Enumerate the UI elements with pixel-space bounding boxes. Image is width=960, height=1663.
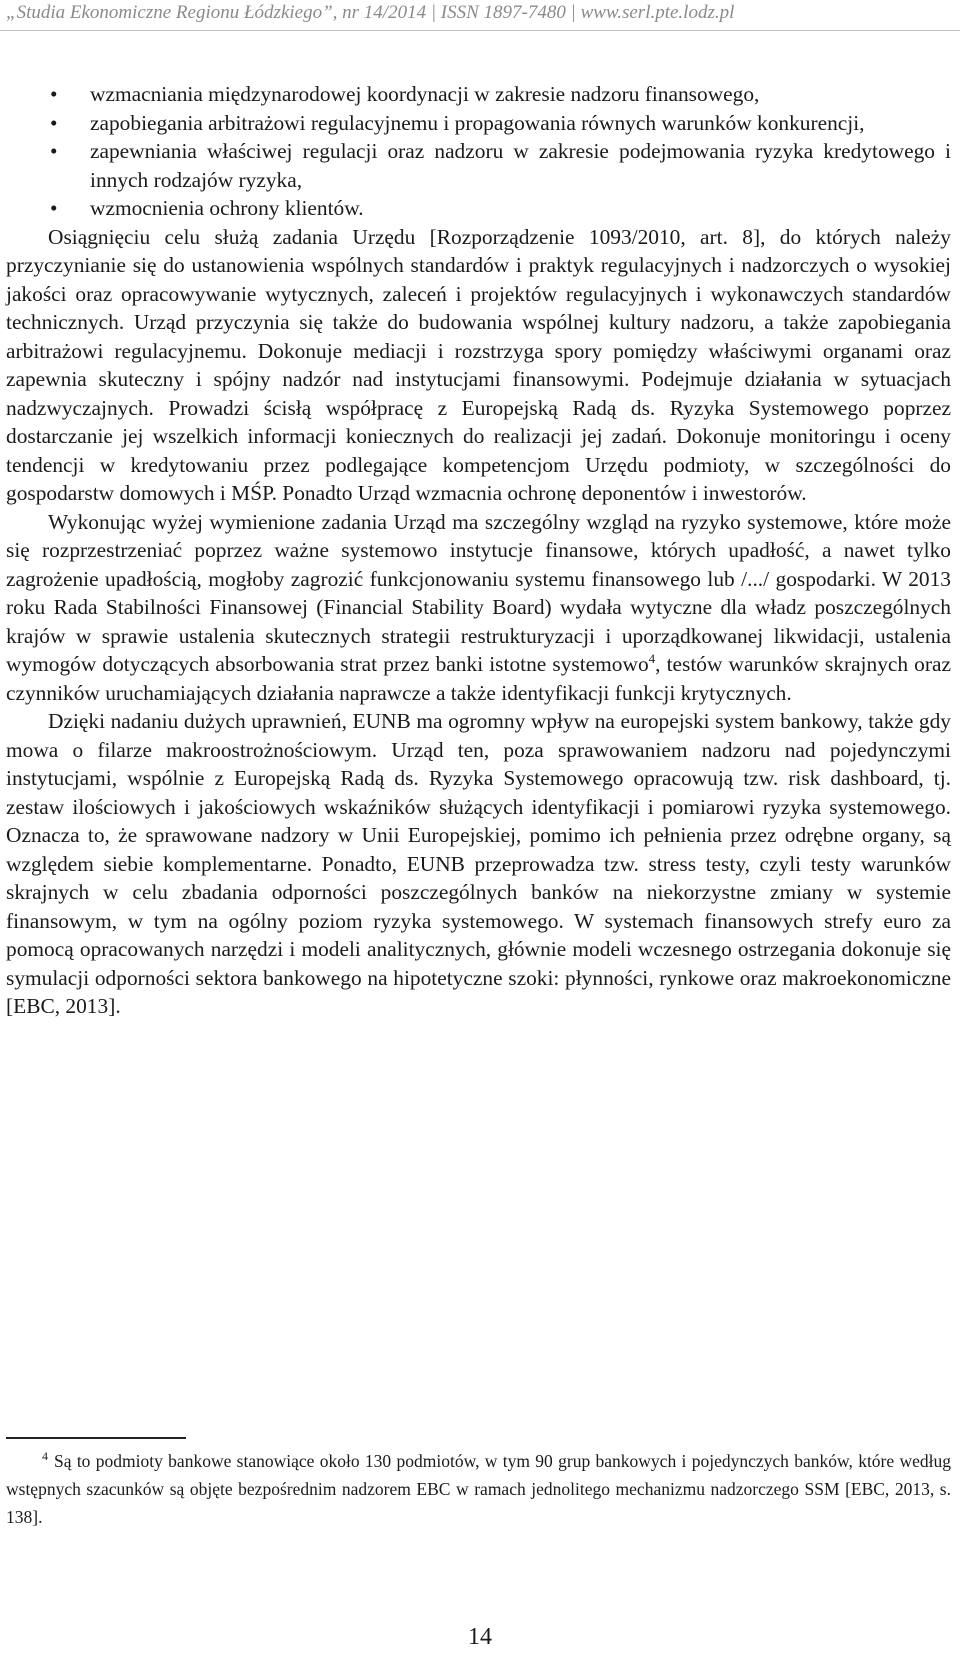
footnote: [6, 1447, 951, 1531]
paragraph-systemic-risk: [6, 508, 951, 708]
footnote-text: Są to podmioty bankowe stanowiące około 130 podmiotów, w tym 90 grup bankowych i pojedynczych banków, które według wstępnych szacunków są objęte bezpośrednim nadzorem EBC w ramach jednolitego mechanizmu nadzorczego SSM [EBC, 2013, s. 138].: [6, 1451, 951, 1527]
list-item-text: zapobiegania arbitrażowi regulacyjnemu i propagowania równych warunków konkurencji,: [90, 110, 865, 135]
paragraph-text: Wykonując wyżej wymienione zadania Urząd ma szczególny wzgląd na ryzyko systemowe, które może się rozprzestrzeniać poprzez ważne systemowo instytucje finansowe, których upadłość, a nawet tylko zagrożenie upadłością, mogłoby zagrozić funkcjonowaniu systemu finansowego lub /.../ gospodarki. W 2013 roku Rada Stabilności Finansowej (Financial Stability Board) wydała wytyczne dla władz poszczególnych krajów w sprawie ustalenia skutecznych strategii restrukturyzacji i uporządkowanej likwidacji, ustalenia wymogów dotyczących absorbowania strat przez banki istotne systemowo: [6, 509, 951, 676]
paragraph-tasks: Osiągnięciu celu służą zadania Urzędu [Rozporządzenie 1093/2010, art. 8], do których należy przyczynianie się do ustanowienia wspólnych standardów i praktyk regulacyjnych i nadzorczych o wysokiej jakości oraz opracowywanie wytycznych, zaleceń i projektów regulacyjnych i wykonawczych standardów technicznych. Urząd przyczynia się także do budowania wspólnej kultury nadzoru, a także zapobiegania arbitrażowi regulacyjnemu. Dokonuje mediacji i rozstrzyga spory pomiędzy właściwymi organami oraz zapewnia skuteczny i spójny nadzór nad instytucjami finansowymi. Podejmuje działania w sytuacjach nadzwyczajnych. Prowadzi ścisłą współpracę z Europejską Radą ds. Ryzyka Systemowego poprzez dostarczanie jej wszelkich informacji koniecznych do realizacji jej zadań. Dokonuje monitoringu i oceny tendencji w kredytowaniu przez podlegające kompetencjom Urzędu podmioty, w szczególności do gospodarstw domowych i MŚP. Ponadto Urząd wzmacnia ochronę deponentów i inwestorów.: [6, 224, 951, 505]
page-number: 14: [468, 1624, 492, 1650]
list-item: [6, 109, 951, 138]
header-rule: [0, 30, 960, 31]
bullet-marker: •: [50, 139, 58, 163]
footnote-separator: [6, 1437, 186, 1439]
list-item-text: wzmocnienia ochrony klientów.: [90, 196, 364, 220]
bullet-list: [6, 80, 951, 223]
bullet-marker: •: [50, 110, 58, 135]
paragraph-text: , testów warunków skrajnych oraz czynników uruchamiających działania naprawcze a także identyfikacji funkcji krytycznych.: [6, 652, 951, 705]
footnote-reference[interactable]: 4: [648, 650, 656, 666]
list-item-text: zapewniania właściwej regulacji oraz nadzoru w zakresie podejmowania ryzyka kredytowego i innych rodzajów ryzyka,: [90, 139, 951, 192]
list-item: [6, 80, 951, 109]
paragraph-eunb: Dzięki nadaniu dużych uprawnień, EUNB ma ogromny wpływ na europejski system bankowy, także gdy mowa o filarze makroostrożnościowym. Urząd ten, poza sprawowaniem nadzoru nad pojedynczymi instytucjami, wspólnie z Europejską Radą ds. Ryzyka Systemowego opracowują tzw. risk dashboard, tj. zestaw ilościowych i jakościowych wskaźników służących identyfikacji i pomiarowi ryzyka systemowego. Oznacza to, że sprawowane nadzory w Unii Europejskiej, pomimo ich pełnienia przez odrębne organy, są względem siebie komplementarne. Ponadto, EUNB przeprowadza tzw. stress testy, czyli testy warunków skrajnych w celu zbadania odporności poszczególnych banków na niekorzystne zmiany w systemie finansowym, w tym na ogólny poziom ryzyka systemowego. W systemach finansowych strefy euro za pomocą opracowanych narzędzi i modeli analitycznych, głównie modeli wczesnego ostrzegania dokonuje się symulacji odporności sektora bankowego na hipotetyczne szoki: płynności, rynkowe oraz makroekonomiczne [EBC, 2013].: [6, 709, 951, 1018]
body-text: [6, 80, 951, 1021]
bullet-marker: •: [50, 82, 58, 106]
list-item: [6, 194, 951, 223]
bullet-marker: •: [50, 196, 58, 220]
footnote-marker: 4: [42, 1449, 48, 1464]
running-head-text: „Studia Ekonomiczne Regionu Łódzkiego”, nr 14/2014 | ISSN 1897-7480 | www.serl.pte.lodz.pl: [6, 2, 735, 23]
list-item: [6, 137, 951, 194]
list-item-text: wzmacniania międzynarodowej koordynacji w zakresie nadzoru finansowego,: [90, 82, 760, 106]
